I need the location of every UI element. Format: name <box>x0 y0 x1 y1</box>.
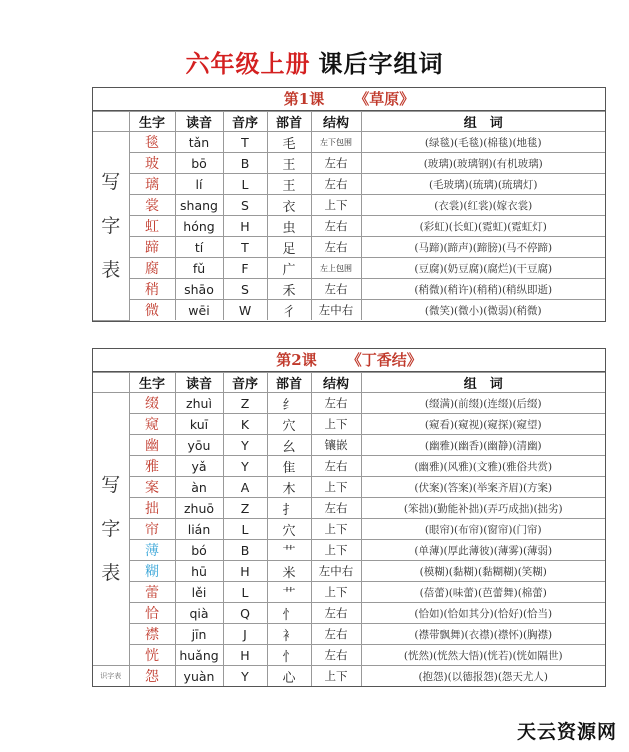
table-row <box>93 195 605 216</box>
lesson-2-table <box>92 348 606 687</box>
radical-cell: 幺 <box>267 435 311 456</box>
table-row <box>93 393 605 414</box>
char-cell: 怨 <box>129 666 175 687</box>
char-cell: 璃 <box>129 174 175 195</box>
char-cell: 稍 <box>129 279 175 300</box>
phrases-cell: (笨拙)(勤能补拙)(弄巧成拙)(拙劣) <box>361 498 605 519</box>
char-cell: 缀 <box>129 393 175 414</box>
phrases-cell: (稍微)(稍许)(稍稍)(稍纵即逝) <box>361 279 605 300</box>
radical-cell: 禾 <box>267 279 311 300</box>
table-row <box>93 645 605 666</box>
char-cell: 微 <box>129 300 175 321</box>
sequence-cell: J <box>223 624 267 645</box>
table-row <box>93 477 605 498</box>
column-header: 生字 <box>129 373 175 393</box>
phrases-cell: (毛玻璃)(琉璃)(琉璃灯) <box>361 174 605 195</box>
pinyin-cell: yuàn <box>175 666 223 687</box>
radical-cell: 忄 <box>267 603 311 624</box>
pinyin-cell: bō <box>175 153 223 174</box>
radical-cell: 扌 <box>267 498 311 519</box>
char-cell: 虹 <box>129 216 175 237</box>
table-row <box>93 153 605 174</box>
pinyin-cell: shāo <box>175 279 223 300</box>
side-label-small: 识字表 <box>93 666 129 687</box>
phrases-cell: (单薄)(厚此薄彼)(薄雾)(薄弱) <box>361 540 605 561</box>
radical-cell: 纟 <box>267 393 311 414</box>
sequence-cell: Y <box>223 435 267 456</box>
sequence-cell: B <box>223 153 267 174</box>
char-cell: 薄 <box>129 540 175 561</box>
radical-cell: 王 <box>267 174 311 195</box>
column-header: 读音 <box>175 112 223 132</box>
sequence-cell: B <box>223 540 267 561</box>
column-header: 读音 <box>175 373 223 393</box>
table-row <box>93 258 605 279</box>
radical-cell: 木 <box>267 477 311 498</box>
char-cell: 襟 <box>129 624 175 645</box>
lesson-heading <box>93 349 605 372</box>
lesson-name: 《丁香结》 <box>346 351 422 369</box>
radical-cell: 米 <box>267 561 311 582</box>
structure-cell: 左下包围 <box>311 132 361 153</box>
pinyin-cell: hóng <box>175 216 223 237</box>
pinyin-cell: àn <box>175 477 223 498</box>
char-cell: 腐 <box>129 258 175 279</box>
sequence-cell: W <box>223 300 267 321</box>
structure-cell: 上下 <box>311 195 361 216</box>
table-row <box>93 237 605 258</box>
table-row <box>93 300 605 321</box>
table-row <box>93 603 605 624</box>
pinyin-cell: zhuō <box>175 498 223 519</box>
column-header: 组 词 <box>361 373 605 393</box>
column-header: 音序 <box>223 373 267 393</box>
table-row <box>93 540 605 561</box>
char-cell: 拙 <box>129 498 175 519</box>
radical-cell: 艹 <box>267 582 311 603</box>
radical-cell: 心 <box>267 666 311 687</box>
radical-cell: 虫 <box>267 216 311 237</box>
pinyin-cell: huǎng <box>175 645 223 666</box>
structure-cell: 左右 <box>311 456 361 477</box>
char-cell: 裳 <box>129 195 175 216</box>
pinyin-cell: qià <box>175 603 223 624</box>
table-row <box>93 519 605 540</box>
pinyin-cell: shang <box>175 195 223 216</box>
sequence-cell: A <box>223 477 267 498</box>
lesson-name: 《草原》 <box>354 90 415 108</box>
pinyin-cell: wēi <box>175 300 223 321</box>
char-cell: 帘 <box>129 519 175 540</box>
phrases-cell: (恍然)(恍然大悟)(恍若)(恍如隔世) <box>361 645 605 666</box>
pinyin-cell: lián <box>175 519 223 540</box>
column-header: 音序 <box>223 112 267 132</box>
structure-cell: 上下 <box>311 414 361 435</box>
sequence-cell: S <box>223 279 267 300</box>
radical-cell: 衣 <box>267 195 311 216</box>
side-label-char: 表 <box>101 258 121 281</box>
radical-cell: 衤 <box>267 624 311 645</box>
watermark: 天云资源网 <box>516 721 617 743</box>
structure-cell: 上下 <box>311 540 361 561</box>
column-header: 生字 <box>129 112 175 132</box>
sequence-cell: L <box>223 582 267 603</box>
column-header: 部首 <box>267 112 311 132</box>
word-table <box>93 372 605 686</box>
phrases-cell: (抱怨)(以德报怨)(怨天尤人) <box>361 666 605 687</box>
radical-cell: 穴 <box>267 519 311 540</box>
radical-cell: 广 <box>267 258 311 279</box>
table-row <box>93 666 605 687</box>
sequence-cell: K <box>223 414 267 435</box>
pinyin-cell: fǔ <box>175 258 223 279</box>
pinyin-cell: jīn <box>175 624 223 645</box>
pinyin-cell: lí <box>175 174 223 195</box>
radical-cell: 穴 <box>267 414 311 435</box>
column-header: 组 词 <box>361 112 605 132</box>
phrases-cell: (恰如)(恰如其分)(恰好)(恰当) <box>361 603 605 624</box>
side-label-char: 写 <box>101 170 121 193</box>
char-cell: 糊 <box>129 561 175 582</box>
table-row <box>93 414 605 435</box>
sequence-cell: Z <box>223 498 267 519</box>
phrases-cell: (幽雅)(风雅)(文雅)(雅俗共赏) <box>361 456 605 477</box>
side-label-char: 写 <box>101 474 121 496</box>
pinyin-cell: hū <box>175 561 223 582</box>
table-row <box>93 174 605 195</box>
char-cell: 幽 <box>129 435 175 456</box>
table-row <box>93 582 605 603</box>
table-row <box>93 498 605 519</box>
structure-cell: 上下 <box>311 666 361 687</box>
structure-cell: 上下 <box>311 582 361 603</box>
sequence-cell: T <box>223 237 267 258</box>
pinyin-cell: kuī <box>175 414 223 435</box>
structure-cell: 左右 <box>311 279 361 300</box>
structure-cell: 左右 <box>311 393 361 414</box>
header-blank <box>93 373 129 393</box>
phrases-cell: (缀满)(前缀)(连缀)(后缀) <box>361 393 605 414</box>
table-row <box>93 561 605 582</box>
pinyin-cell: bó <box>175 540 223 561</box>
structure-cell: 上下 <box>311 477 361 498</box>
radical-cell: 彳 <box>267 300 311 321</box>
structure-cell: 左上包围 <box>311 258 361 279</box>
phrases-cell: (窥看)(窥视)(窥探)(窥望) <box>361 414 605 435</box>
sequence-cell: H <box>223 561 267 582</box>
radical-cell: 王 <box>267 153 311 174</box>
side-label-char: 表 <box>101 562 121 584</box>
char-cell: 雅 <box>129 456 175 477</box>
sequence-cell: Z <box>223 393 267 414</box>
char-cell: 案 <box>129 477 175 498</box>
structure-cell: 左右 <box>311 174 361 195</box>
phrases-cell: (马蹄)(蹄声)(蹄膀)(马不停蹄) <box>361 237 605 258</box>
sequence-cell: Y <box>223 666 267 687</box>
column-header: 结构 <box>311 112 361 132</box>
table-row <box>93 624 605 645</box>
sequence-cell: F <box>223 258 267 279</box>
header-row <box>93 112 605 132</box>
phrases-cell: (襟带飘舞)(衣襟)(襟怀)(胸襟) <box>361 624 605 645</box>
table-row <box>93 279 605 300</box>
radical-cell: 忄 <box>267 645 311 666</box>
pinyin-cell: yōu <box>175 435 223 456</box>
radical-cell: 艹 <box>267 540 311 561</box>
column-header: 结构 <box>311 373 361 393</box>
pinyin-cell: lěi <box>175 582 223 603</box>
pinyin-cell: tí <box>175 237 223 258</box>
phrases-cell: (绿毯)(毛毯)(棉毯)(地毯) <box>361 132 605 153</box>
structure-cell: 镶嵌 <box>311 435 361 456</box>
structure-cell: 左右 <box>311 498 361 519</box>
phrases-cell: (幽雅)(幽香)(幽静)(清幽) <box>361 435 605 456</box>
structure-cell: 左中右 <box>311 561 361 582</box>
char-cell: 玻 <box>129 153 175 174</box>
side-label-char: 字 <box>101 214 121 237</box>
radical-cell: 隹 <box>267 456 311 477</box>
char-cell: 恰 <box>129 603 175 624</box>
phrases-cell: (彩虹)(长虹)(霓虹)(霓虹灯) <box>361 216 605 237</box>
page-title <box>0 44 629 79</box>
side-label <box>93 393 129 666</box>
side-label <box>93 132 129 321</box>
lesson-1-table <box>92 87 606 322</box>
title-grade: 六年级上册 <box>185 50 311 78</box>
sequence-cell: H <box>223 216 267 237</box>
structure-cell: 上下 <box>311 519 361 540</box>
phrases-cell: (微笑)(微小)(微弱)(稍微) <box>361 300 605 321</box>
side-label-char: 字 <box>101 518 121 540</box>
pinyin-cell: yǎ <box>175 456 223 477</box>
structure-cell: 左中右 <box>311 300 361 321</box>
lesson-heading <box>93 88 605 111</box>
char-cell: 恍 <box>129 645 175 666</box>
column-header: 部首 <box>267 373 311 393</box>
sequence-cell: H <box>223 645 267 666</box>
word-table <box>93 111 605 321</box>
char-cell: 蕾 <box>129 582 175 603</box>
phrases-cell: (豆腐)(奶豆腐)(腐烂)(干豆腐) <box>361 258 605 279</box>
header-blank <box>93 112 129 132</box>
char-cell: 蹄 <box>129 237 175 258</box>
radical-cell: 足 <box>267 237 311 258</box>
phrases-cell: (衣裳)(红裳)(嫁衣裳) <box>361 195 605 216</box>
table-row <box>93 456 605 477</box>
table-row <box>93 132 605 153</box>
phrases-cell: (蓓蕾)(味蕾)(芭蕾舞)(棉蕾) <box>361 582 605 603</box>
structure-cell: 左右 <box>311 153 361 174</box>
structure-cell: 左右 <box>311 216 361 237</box>
sequence-cell: L <box>223 174 267 195</box>
structure-cell: 左右 <box>311 624 361 645</box>
structure-cell: 左右 <box>311 645 361 666</box>
sequence-cell: Q <box>223 603 267 624</box>
sequence-cell: L <box>223 519 267 540</box>
structure-cell: 左右 <box>311 237 361 258</box>
phrases-cell: (模糊)(黏糊)(黏糊糊)(笑糊) <box>361 561 605 582</box>
lesson-number: 第2课 <box>276 351 317 369</box>
lesson-number: 第1课 <box>283 90 325 108</box>
sequence-cell: S <box>223 195 267 216</box>
radical-cell: 毛 <box>267 132 311 153</box>
char-cell: 窥 <box>129 414 175 435</box>
pinyin-cell: zhuì <box>175 393 223 414</box>
table-row <box>93 435 605 456</box>
sequence-cell: Y <box>223 456 267 477</box>
sequence-cell: T <box>223 132 267 153</box>
header-row <box>93 373 605 393</box>
char-cell: 毯 <box>129 132 175 153</box>
phrases-cell: (眼帘)(布帘)(窗帘)(门帘) <box>361 519 605 540</box>
phrases-cell: (玻璃)(玻璃钢)(有机玻璃) <box>361 153 605 174</box>
phrases-cell: (伏案)(答案)(举案齐眉)(方案) <box>361 477 605 498</box>
pinyin-cell: tǎn <box>175 132 223 153</box>
structure-cell: 左右 <box>311 603 361 624</box>
table-row <box>93 216 605 237</box>
title-topic: 课后字组词 <box>318 50 444 78</box>
